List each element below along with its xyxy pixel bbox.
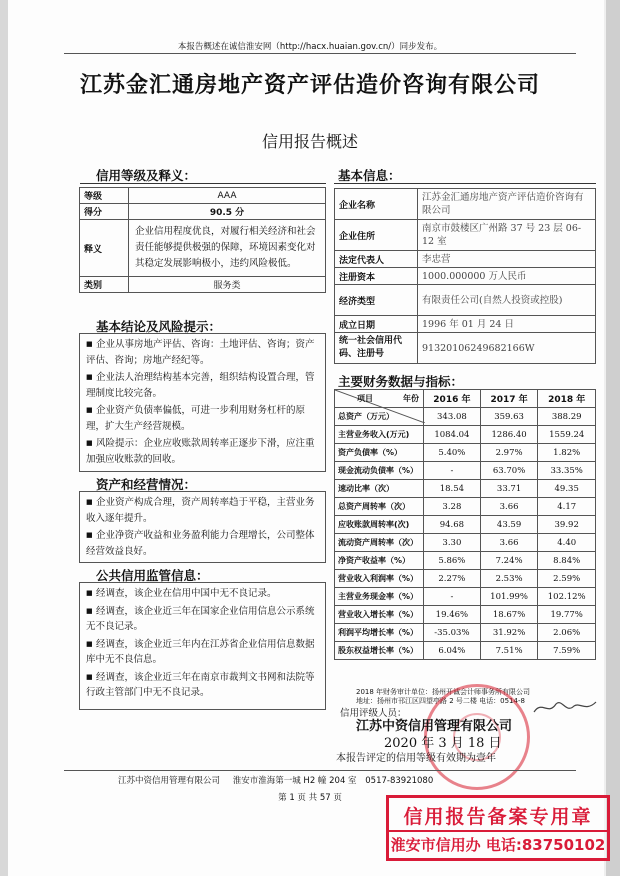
- basic-value: 1996 年 01 月 24 日: [418, 316, 596, 333]
- finance-value: 33.35%: [538, 462, 596, 480]
- finance-metric-label: 流动资产周转率（次）: [335, 534, 424, 552]
- score-key: 得分: [80, 204, 129, 220]
- finance-metric-label: 净资产收益率（%）: [335, 552, 424, 570]
- finance-value: 43.59: [480, 516, 538, 534]
- grade-key: 等级: [80, 188, 129, 204]
- risk-item: ■ 企业从事房地产评估、咨询：土地评估、咨询；资产评估、咨询；房地产经纪等。: [86, 339, 315, 366]
- finance-value: -35.03%: [424, 624, 481, 642]
- bullet-icon: ■: [86, 589, 93, 597]
- finance-row: [335, 480, 596, 498]
- finance-value: 31.92%: [480, 624, 538, 642]
- basic-value: 有限责任公司(自然人投资或控股): [418, 285, 596, 316]
- finance-row: [335, 588, 596, 606]
- publication-notice: 本报告概述在诚信淮安网（http://hacx.huaian.gov.cn/）同步发布。: [177, 42, 443, 52]
- finance-value: 2.59%: [538, 570, 596, 588]
- basic-row: [335, 189, 596, 220]
- basic-value: 1000.000000 万人民币: [418, 268, 596, 285]
- basic-value: 江苏金汇通房地产资产评估造价咨询有限公司: [418, 189, 596, 220]
- risk-panel: [79, 333, 326, 472]
- asset-item: ■ 企业净资产收益和业务盈利能力合理增长，公司整体经营效益良好。: [86, 530, 315, 557]
- credit-grade-table: [79, 187, 326, 293]
- finance-value: 5.86%: [424, 552, 481, 570]
- footer-info: [118, 774, 433, 786]
- bullet-icon: ■: [86, 340, 93, 348]
- validity-note: 本报告评定的信用等级有效期为壹年: [336, 753, 496, 764]
- basic-key: 统一社会信用代码、注册号: [335, 333, 418, 364]
- finance-value: 4.17: [538, 498, 596, 516]
- finance-metric-label: 总资产周转率（次）: [335, 498, 424, 516]
- footer-company: 江苏中资信用管理有限公司: [118, 776, 221, 786]
- risk-item: ■ 企业法人治理结构基本完善，组织结构设置合理，管理制度比较完备。: [86, 372, 315, 399]
- basic-key: 法定代表人: [335, 251, 418, 268]
- issuer-name: 江苏中资信用管理有限公司: [356, 719, 513, 734]
- finance-body: [335, 408, 596, 660]
- finance-metric-label: 利润平均增长率（%）: [335, 624, 424, 642]
- risk-item: ■ 企业资产负债率偏低，可进一步利用财务杠杆的原理，扩大生产经营规模。: [86, 405, 306, 432]
- finance-value: 3.28: [424, 498, 481, 516]
- basic-row: [335, 251, 596, 268]
- footer-address: 淮安市淮海第一城 H2 幢 204 室: [232, 776, 357, 786]
- finance-row: [335, 426, 596, 444]
- year-header: 2017 年: [480, 390, 538, 408]
- basic-value: 91320106249682166W: [418, 333, 596, 364]
- finance-row: [335, 552, 596, 570]
- finance-value: 1.82%: [538, 444, 596, 462]
- finance-row: [335, 462, 596, 480]
- finance-value: 2.53%: [480, 570, 538, 588]
- bullet-icon: ■: [86, 406, 93, 414]
- finance-value: 3.30: [424, 534, 481, 552]
- finance-value: 388.29: [538, 408, 596, 426]
- basic-heading-underline: [334, 183, 596, 184]
- finance-value: 4.40: [538, 534, 596, 552]
- issue-date: 2020 年 3 月 18 日: [384, 736, 502, 751]
- year-header: 2016 年: [424, 390, 481, 408]
- finance-value: 18.67%: [480, 606, 538, 624]
- finance-value: -: [424, 588, 481, 606]
- handwritten-signature: [530, 696, 600, 720]
- bullet-icon: ■: [86, 639, 93, 648]
- basic-value: 南京市鼓楼区广州路 37 号 23 层 06-12 室: [418, 220, 596, 251]
- finance-value: 33.71: [480, 480, 538, 498]
- finance-value: 2.97%: [480, 444, 538, 462]
- credit-heading-underline: [80, 183, 326, 184]
- finance-value: 63.70%: [480, 462, 538, 480]
- footer-divider: [64, 770, 576, 771]
- header-item-label: 项目: [357, 394, 373, 403]
- finance-value: 39.92: [538, 516, 596, 534]
- diagonal-header-cell: [335, 390, 424, 408]
- basic-key: 经济类型: [335, 285, 418, 316]
- report-subtitle: 信用报告概述: [261, 132, 358, 151]
- finance-value: -: [424, 462, 481, 480]
- finance-value: 1084.04: [424, 426, 481, 444]
- finance-value: 19.77%: [538, 606, 596, 624]
- finance-value: 343.08: [424, 408, 481, 426]
- finance-metric-label: 营业收入利润率（%）: [335, 570, 424, 588]
- finance-value: 7.59%: [538, 642, 596, 660]
- finance-row: [335, 534, 596, 552]
- basic-key: 企业名称: [335, 189, 418, 220]
- definition-key: 释义: [80, 220, 129, 277]
- audit-address-note: 地址：扬州市邗江区四望亭路 2 号二楼 电话：0514-8: [356, 697, 525, 705]
- finance-value: 3.66: [480, 534, 538, 552]
- finance-table: [334, 389, 596, 660]
- score-value: 90.5 分: [129, 204, 326, 220]
- asset-panel: [79, 491, 326, 563]
- finance-value: 3.66: [480, 498, 538, 516]
- definition-row: [80, 220, 326, 277]
- finance-value: 8.84%: [538, 552, 596, 570]
- finance-value: 7.24%: [480, 552, 538, 570]
- finance-value: 5.40%: [424, 444, 481, 462]
- basic-row: [335, 268, 596, 285]
- finance-metric-label: 现金流动负债率（%）: [335, 462, 424, 480]
- finance-value: 102.12%: [538, 588, 596, 606]
- finance-value: 359.63: [480, 408, 538, 426]
- category-key: 类别: [80, 277, 129, 293]
- finance-row: [335, 570, 596, 588]
- header-divider: [64, 53, 576, 54]
- basic-row: [335, 316, 596, 333]
- page-number: 第 1 页 共 57 页: [278, 793, 342, 803]
- year-header: 2018 年: [538, 390, 596, 408]
- supervision-item: ■ 经调查，该企业近三年在南京市裁判文书网和法院等行政主管部门中无不良记录。: [86, 671, 315, 698]
- finance-value: 94.68: [424, 516, 481, 534]
- finance-row: [335, 624, 596, 642]
- definition-value: 企业信用程度优良，对履行相关经济和社会责任能够提供极强的保障，环境因素变化对其稳定发展影响极小，违约风险极低。: [129, 220, 326, 277]
- credit-grade-heading: 信用等级及释义：: [96, 168, 197, 183]
- basic-row: [335, 333, 596, 364]
- finance-value: 1559.24: [538, 426, 596, 444]
- score-row: [80, 204, 326, 220]
- finance-value: 101.99%: [480, 588, 538, 606]
- finance-row: [335, 498, 596, 516]
- stamp-title: 信用报告备案专用章: [403, 806, 593, 828]
- finance-metric-label: 速动比率（次）: [335, 480, 424, 498]
- audit-source-note: 2018 年财务审计单位：扬州开诚会计师事务所有限公司: [356, 688, 531, 696]
- finance-row: [335, 444, 596, 462]
- grade-value: AAA: [129, 188, 326, 204]
- finance-value: 19.46%: [424, 606, 481, 624]
- finance-metric-label: 营业收入增长率（%）: [335, 606, 424, 624]
- bullet-icon: ■: [86, 606, 93, 615]
- finance-metric-label: 应收账款周转率(次): [335, 516, 424, 534]
- basic-value: 李忠营: [418, 251, 596, 268]
- bullet-icon: ■: [86, 373, 93, 381]
- basic-info-table: [334, 188, 596, 364]
- supervision-item: ■ 经调查，该企业近三年在国家企业信用信息公示系统无不良记录。: [86, 605, 315, 632]
- risk-heading: 基本结论及风险提示：: [96, 319, 222, 334]
- basic-row: [335, 285, 596, 316]
- supervision-item: ■ 经调查，该企业近三年内在江苏省企业信用信息数据库中无不良信息。: [86, 638, 315, 665]
- supervision-heading: 公共信用监管信息：: [96, 568, 209, 583]
- basic-key: 企业住所: [335, 220, 418, 251]
- finance-heading: 主要财务数据与指标：: [338, 374, 464, 389]
- filing-stamp: [386, 795, 610, 861]
- stamp-divider: [389, 830, 607, 832]
- finance-metric-label: 总资产（万元）: [335, 408, 424, 426]
- finance-value: 6.04%: [424, 642, 481, 660]
- bullet-icon: ■: [86, 498, 93, 506]
- supervision-panel: [79, 582, 326, 710]
- bullet-icon: ■: [86, 531, 93, 539]
- finance-metric-label: 主营业务收入(万元): [335, 426, 424, 444]
- category-value: 服务类: [129, 277, 326, 293]
- supervision-item: ■ 经调查，该企业在信用中国中无不良记录。: [86, 586, 319, 602]
- finance-row: [335, 642, 596, 660]
- evaluator-label: 信用评级人员：: [340, 708, 407, 719]
- finance-metric-label: 资产负债率（%）: [335, 444, 424, 462]
- basic-row: [335, 220, 596, 251]
- basic-key: 注册资本: [335, 268, 418, 285]
- grade-row: [80, 188, 326, 204]
- finance-value: 2.27%: [424, 570, 481, 588]
- basic-info-heading: 基本信息：: [338, 168, 401, 183]
- asset-item: ■ 企业资产构成合理，资产周转率趋于平稳，主营业务收入逐年提升。: [86, 497, 315, 524]
- finance-value: 7.51%: [480, 642, 538, 660]
- finance-value: 1286.40: [480, 426, 538, 444]
- finance-header-row: [335, 390, 596, 408]
- header-year-label: 年份: [403, 394, 419, 403]
- asset-heading: 资产和经营情况：: [96, 477, 197, 492]
- footer-tel: 0517-83921080: [365, 776, 434, 786]
- finance-value: 18.54: [424, 480, 481, 498]
- finance-metric-label: 主营业务现金率（%）: [335, 588, 424, 606]
- stamp-contact: 淮安市信用办 电话:83750102: [390, 836, 606, 854]
- finance-row: [335, 516, 596, 534]
- company-title: 江苏金汇通房地产资产评估造价咨询有限公司: [79, 72, 540, 98]
- category-row: [80, 277, 326, 293]
- finance-row: [335, 606, 596, 624]
- finance-value: 2.06%: [538, 624, 596, 642]
- risk-item: ■ 风险提示：企业应收账款周转率正逐步下滑，应注重加强应收账款的回收。: [86, 438, 315, 465]
- basic-key: 成立日期: [335, 316, 418, 333]
- finance-value: 49.35: [538, 480, 596, 498]
- bullet-icon: ■: [86, 439, 93, 447]
- bullet-icon: ■: [86, 672, 93, 681]
- finance-metric-label: 股东权益增长率（%）: [335, 642, 424, 660]
